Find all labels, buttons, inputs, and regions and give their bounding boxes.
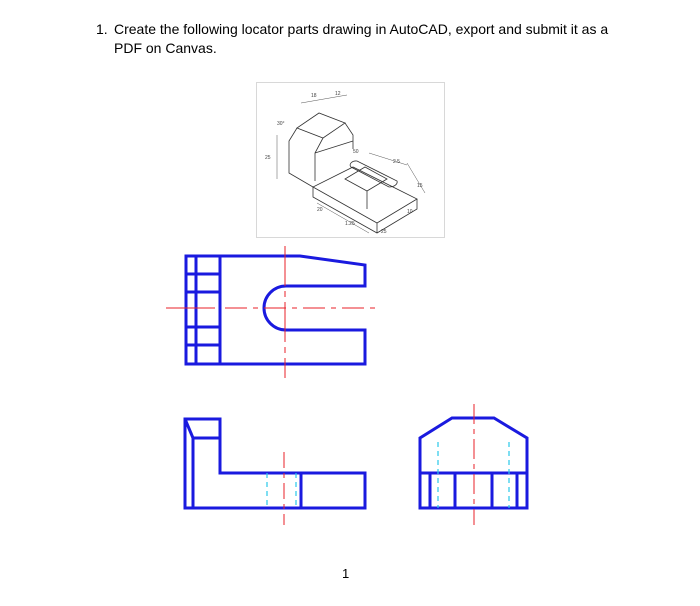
dim-label: 15	[417, 183, 423, 189]
dim-label: 1.25	[345, 221, 355, 227]
dim-label: 25	[381, 229, 387, 235]
dim-label: 2.5	[393, 159, 400, 165]
dim-label: 18	[311, 93, 317, 99]
front-view	[185, 419, 365, 525]
top-view-upright-band-top	[186, 274, 220, 292]
page-number: 1	[342, 566, 350, 581]
front-view-outline	[185, 419, 365, 508]
dim-label: 50	[353, 149, 359, 155]
dim-label: 12	[335, 91, 341, 97]
top-view-upright	[186, 256, 220, 364]
instruction-text-line2: PDF on Canvas.	[114, 40, 217, 56]
instruction-number: 1.	[96, 21, 108, 37]
side-view	[420, 404, 527, 525]
dim-label: 10	[407, 209, 413, 215]
instruction-text-line1: Create the following locator parts drawing in AutoCAD, export and submit it as a	[114, 21, 609, 37]
top-view-upright-band-bottom	[186, 327, 220, 345]
dim-label: 30°	[277, 121, 285, 127]
top-view-outline	[220, 256, 365, 364]
dim-label: 25	[265, 155, 271, 161]
dim-label: 20	[317, 207, 323, 213]
top-view	[166, 246, 381, 378]
